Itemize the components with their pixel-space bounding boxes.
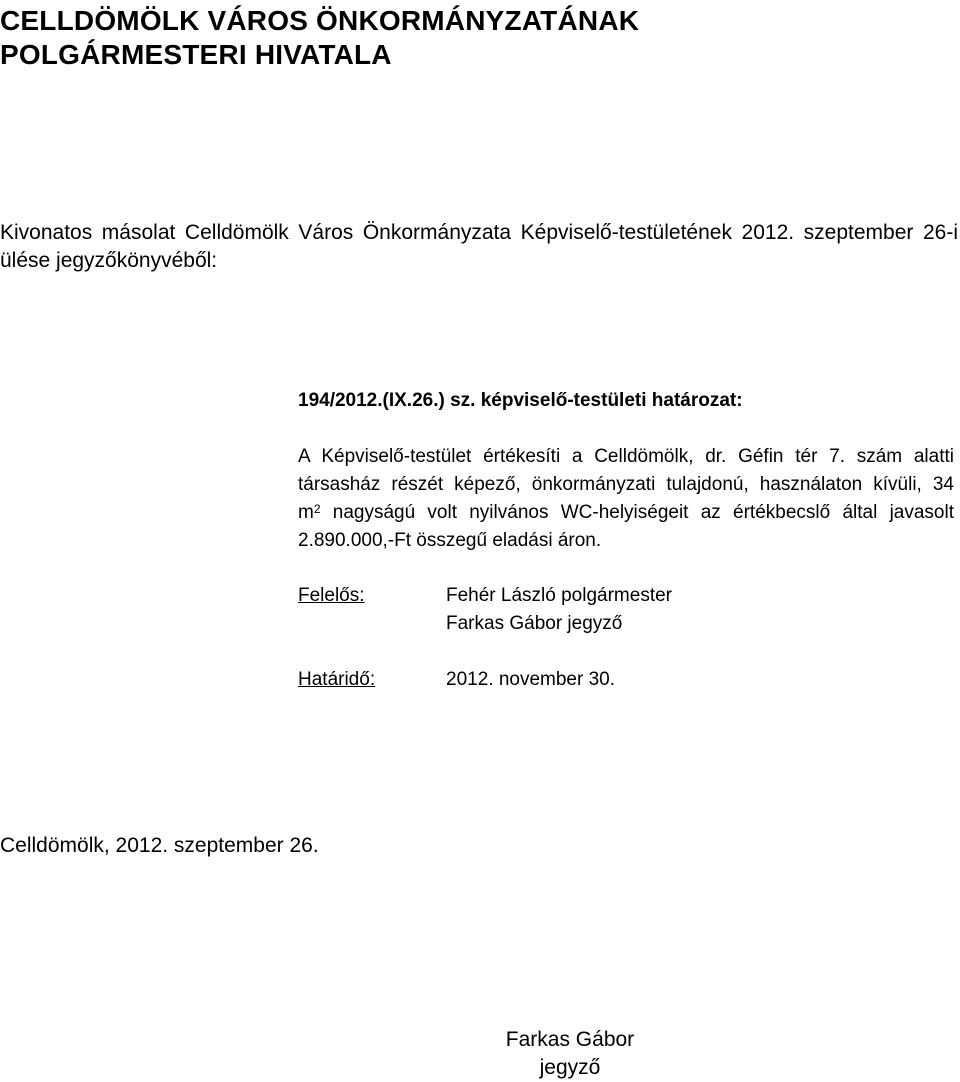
deadline-value: 2012. november 30.: [446, 669, 616, 690]
resolution-body-line-3: [298, 499, 954, 527]
resolution-body-line-4: 2.890.000,-Ft összegű eladási áron.: [298, 530, 602, 551]
signature-block: [440, 1026, 700, 1082]
area-unit: m: [298, 502, 314, 523]
signature-name: Farkas Gábor: [505, 1028, 635, 1051]
resolution-title: 194/2012.(IX.26.) sz. képviselő-testületi határozat:: [298, 390, 743, 411]
resolution-body: [298, 443, 954, 555]
document-header: [0, 4, 639, 72]
deadline-label: Határidő:: [298, 669, 376, 690]
intro-line-2: ülése jegyzőkönyvéből:: [0, 249, 218, 272]
resolution-body-line-3-text: nagyságú volt nyilvános WC-helyiségeit az értékbecslő által javasolt: [320, 502, 954, 523]
resolution-block: [298, 387, 954, 555]
responsible-person-1: Fehér László polgármester: [446, 585, 672, 606]
resolution-body-line-1: A Képviselő-testület értékesíti a Celldömölk, dr. Géfin tér 7. szám alatti: [298, 446, 954, 467]
responsible-label: Felelős:: [298, 585, 365, 606]
responsible-person-2: Farkas Gábor jegyző: [446, 613, 623, 634]
intro-line-1: Kivonatos másolat Celldömölk Város Önkormányzata Képviselő-testületének 2012. szeptember 26-i: [0, 221, 958, 244]
resolution-body-line-2: társasház részét képező, önkormányzati tulajdonú, használaton kívüli, 34: [298, 474, 954, 495]
header-line-1: CELLDÖMÖLK VÁROS ÖNKORMÁNYZATÁNAK: [0, 5, 640, 36]
area-unit-superscript: 2: [313, 502, 321, 516]
intro-paragraph: [0, 219, 958, 275]
signature-title: jegyző: [539, 1056, 601, 1079]
place-date: Celldömölk, 2012. szeptember 26.: [0, 834, 319, 857]
header-line-2: POLGÁRMESTERI HIVATALA: [0, 39, 392, 70]
